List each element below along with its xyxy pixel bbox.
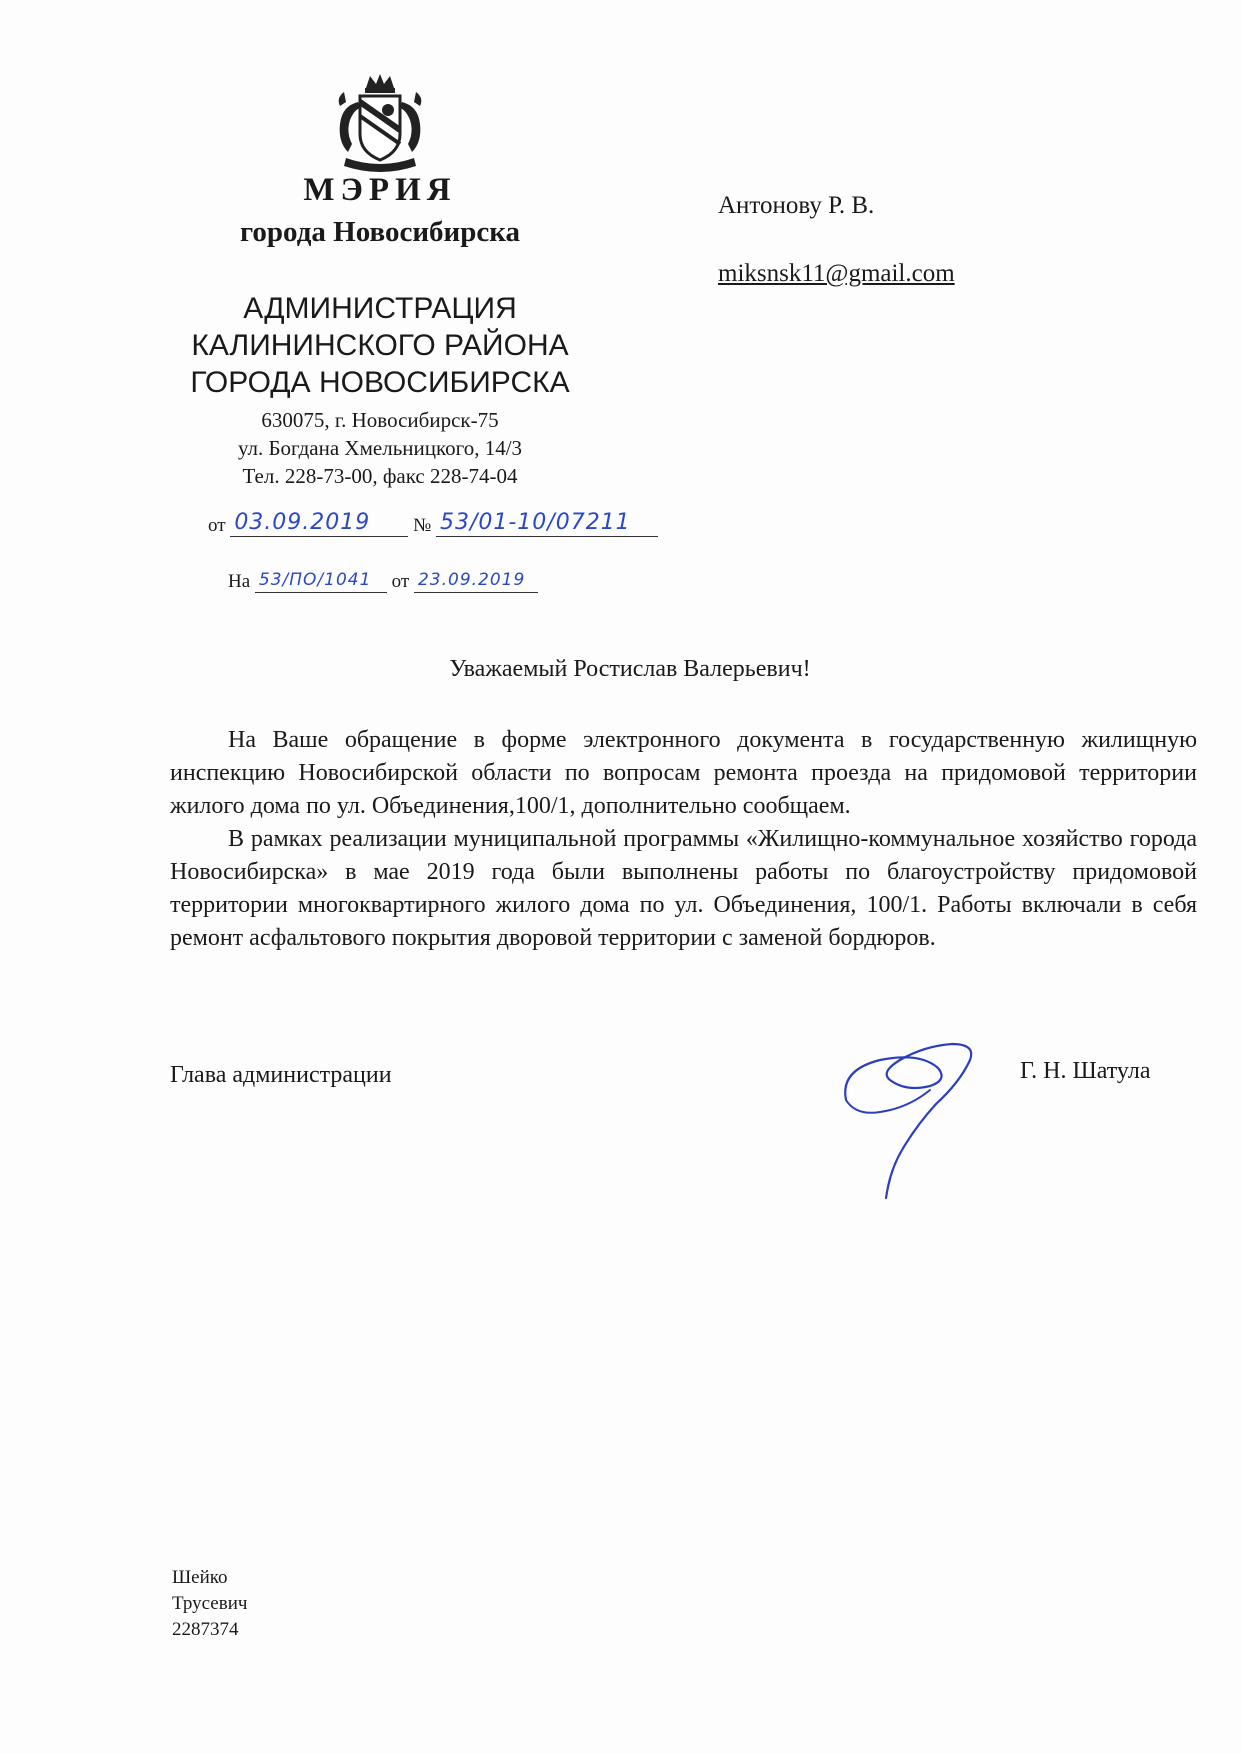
salutation: Уважаемый Ростислав Валерьевич!	[449, 656, 811, 682]
reply-number-field	[255, 566, 387, 593]
reply-from-label: от	[391, 571, 410, 592]
handwritten-reply-date: 23.09.2019	[417, 570, 526, 590]
registration-line	[208, 510, 658, 537]
body-paragraph: На Ваше обращение в форме электронного документа в государственную жилищную инспекцию Новосибирской области по вопросам ремонта проезда на придомовой территории жилого дома по ул. Объединения,100/1, дополнительно сообщаем.	[170, 727, 1197, 819]
mayor-title: МЭРИЯ	[303, 172, 457, 208]
administration-line: КАЛИНИНСКОГО РАЙОНА	[191, 329, 569, 362]
recipient-email[interactable]: miksnsk11@gmail.com	[718, 260, 955, 287]
from-label: от	[208, 515, 226, 536]
reply-label: На	[228, 571, 251, 592]
coat-of-arms-icon	[330, 72, 430, 182]
signatory-name: Г. Н. Шатула	[1020, 1058, 1151, 1084]
mayor-city: города Новосибирска	[239, 216, 521, 248]
body-paragraph: В рамках реализации муниципальной программы «Жилищно-коммунальное хозяйство города Новосибирска» в мае 2019 года были выполнены работы по благоустройству придомовой территории многоквартирного жилого дома по ул. Объединения, 100/1. Работы включали в себя ремонт асфальтового покрытия дворовой территории с заменой бордюров.	[170, 826, 1197, 951]
executor-line: Трусевич	[172, 1593, 248, 1614]
address-line: Тел. 228-73-00, факс 228-74-04	[242, 464, 518, 488]
address-block	[150, 406, 610, 490]
reply-line	[228, 566, 538, 593]
administration-name	[150, 290, 610, 401]
date-field	[230, 510, 408, 537]
administration-line: ГОРОДА НОВОСИБИРСКА	[190, 366, 570, 399]
letter-body	[170, 724, 1197, 955]
executor-phone: 2287374	[172, 1619, 239, 1640]
executor-line: Шейко	[172, 1567, 228, 1588]
reply-date-field	[414, 566, 538, 593]
handwritten-date: 03.09.2019	[234, 510, 371, 535]
administration-line: АДМИНИСТРАЦИЯ	[243, 292, 517, 325]
address-line: ул. Богдана Хмельницкого, 14/3	[237, 436, 523, 460]
executor-block	[172, 1565, 247, 1643]
handwritten-reply-number: 53/ПО/1041	[258, 570, 372, 590]
recipient-name: Антонову Р. В.	[718, 192, 875, 219]
number-label: №	[413, 515, 432, 536]
address-line: 630075, г. Новосибирск-75	[261, 408, 499, 432]
number-field	[436, 510, 658, 537]
signatory-position: Глава администрации	[170, 1062, 392, 1088]
handwritten-number: 53/01-10/07211	[439, 510, 631, 535]
handwritten-signature	[820, 1030, 1000, 1210]
